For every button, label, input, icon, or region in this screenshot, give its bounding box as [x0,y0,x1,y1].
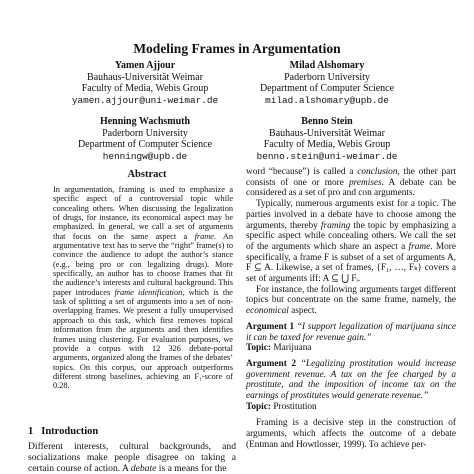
argument-label: Argument 1 [246,321,295,332]
text-part: . More specifically, a frame F is subset of a set of arguments A, F ⊆ A. Likewise, a set of frames, {F₁, …, Fₖ} covers a set of arguments iff: A ⊆ ⋃ Fᵢ. [246,241,456,285]
right-column [246,167,456,451]
argument-example [246,322,456,343]
paragraph [246,199,456,285]
author-affiliation: Paderborn University [102,127,188,139]
intro-text [28,441,236,474]
abstract-part: In argumentation, framing is used to emphasize a specific aspect of a controversial topic while concealing others. When discussing the legalization of drugs, for instance, its economical aspect may be emphasized. In general, we call a set of arguments that focus on the same aspect a [53,185,233,241]
argument-text: “Legalizing prostitution would increase government revenue. A tax on the fee charged by a prostitute, and the imposition of income tax on the earnings of prostitutes would generate revenue.” [246,358,456,402]
text-part: Typically, numerous arguments exist for a topic. The parties involved in a debate have to choose among the arguments, thereby [246,199,456,231]
author-department: Department of Computer Science [259,83,395,94]
author-block [50,116,240,162]
abstract-term: frame identification [114,287,183,297]
author-email: milad.alshomary@upb.de [265,94,389,106]
term: premises [348,177,382,188]
author-affiliation: Paderborn University [284,71,370,83]
author-name: Benno Stein [301,116,353,127]
argument-text: “I support legalization of marijuana since it can be taxed for revenue gain.” [246,321,456,343]
topic-value: Marijuana [273,343,312,354]
author-email: yamen.ajjour@uni-weimar.de [71,94,219,106]
author-department: Faculty of Media, Webis Group [81,83,209,94]
topic-value: Prostitution [273,401,317,412]
author-block [50,60,240,106]
intro-term: debate [130,463,157,474]
paragraph [246,167,456,199]
author-name: Milad Alshomary [289,60,365,71]
text-part: aspect. [288,306,317,317]
author-block [232,116,422,162]
topic-label: Topic: [246,401,271,412]
argument-label: Argument 2 [246,358,297,369]
term: conclusion [357,167,398,177]
author-email: benno.stein@uni-weimar.de [256,150,398,162]
paragraph [246,285,456,317]
text-part: For instance, the following arguments target different topics but concentrate on the same frame, namely, the [246,284,456,306]
term: framing [320,220,351,231]
text-part: the topic by emphasizing a specific aspect while concealing others. We call the set of the arguments which share an aspect a [246,220,456,252]
section-title: Introduction [41,426,99,437]
argument-example [246,359,456,402]
author-department: Department of Computer Science [77,139,213,150]
author-affiliation: Bauhaus-Universität Weimar [269,127,385,139]
text-part: . A debate can be considered as a set of pro and con arguments. [246,177,456,199]
abstract-part: , which is the task of splitting a set of arguments into a set of non-overlapping frames. We present a fully unsupervised approach to this task, which first removes topical information from the arguments and then identifies frames using clustering. For evaluation purposes, we provide a corpus with 12 326 debate-portal arguments, organized along the frames of the debates’ topics. On this corpus, our approach outperforms different strong baselines, achieving an F₁-score of 0.28. [53,287,233,391]
topic-label: Topic: [246,343,271,354]
term: economical [246,306,289,317]
abstract-term: frame [194,231,214,241]
intro-part: is a means for the [156,463,227,474]
argument-topic [246,402,456,413]
abstract-part: . An argumentative text has to serve the “right” frame(s) to convince the audience to adopt the author’s stance (e.g., being pro or con legalizing drugs). More specifically, an author has to choose frames that fit the audience’s interests and cultural background. This paper introduces [53,231,233,297]
author-email: henningw@upb.de [102,150,188,162]
argument-topic [246,343,456,354]
term: frame [408,241,431,252]
author-name: Yamen Ajjour [114,60,176,71]
abstract-text [53,185,233,391]
author-name: Henning Wachsmuth [99,116,191,127]
section-heading [28,426,98,437]
text-part: word “because”) is called a [246,167,358,177]
author-department: Faculty of Media, Webis Group [263,139,391,150]
paper-title: Modeling Frames in Argumentation [133,41,341,56]
author-affiliation: Bauhaus-Universität Weimar [87,71,203,83]
author-block [232,60,422,106]
abstract-heading: Abstract [127,169,167,180]
paragraph: Framing is a decisive step in the construction of arguments, which affects the outcome of a debate (Entman and Howtlosser, 1999). To achieve per- [246,418,456,450]
intro-part: Different interests, cultural backgrounds, and socializations make people disagree on taking a certain course of action. A [28,441,236,474]
text-part: , the other part consists of one or more [246,167,456,188]
section-number: 1 [28,426,34,437]
